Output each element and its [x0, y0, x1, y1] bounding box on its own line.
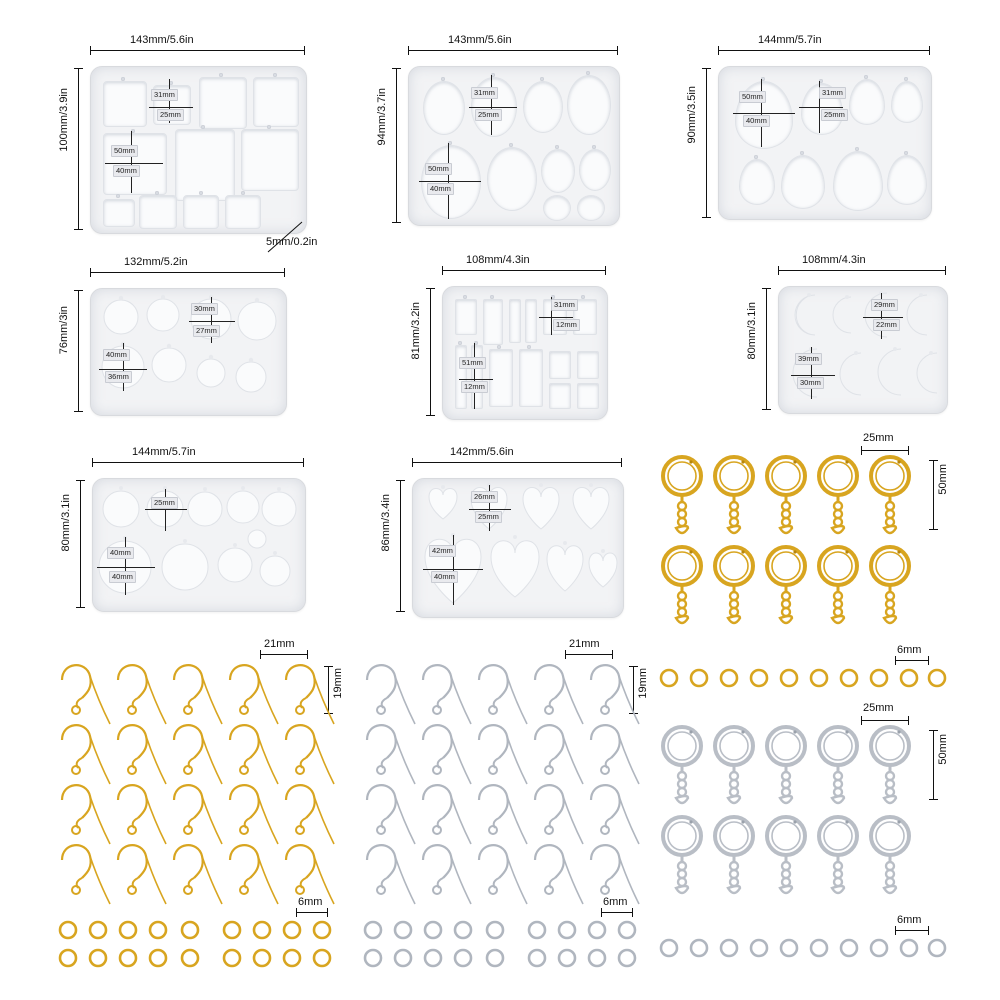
flower-pendant-mold: [58, 256, 310, 422]
cavity-label: 36mm: [105, 371, 132, 383]
silver-keyring-width-label: 25mm: [863, 702, 894, 714]
silver-hook-width-label: 21mm: [569, 638, 600, 650]
silver-keyring-height-label: 50mm: [937, 734, 949, 765]
cavity-label: 31mm: [819, 87, 846, 99]
cavity-label: 12mm: [461, 381, 488, 393]
mold-body: [442, 286, 608, 420]
cavity-label: 31mm: [551, 299, 578, 311]
cavity-label: 12mm: [553, 319, 580, 331]
cavity-label: 40mm: [427, 183, 454, 195]
cavity-label: 40mm: [103, 349, 130, 361]
silver-jump-rings-keychain: [655, 914, 945, 960]
teardrop-mold-height-label: 90mm/3.5in: [686, 86, 698, 144]
silver-hook-height-label: 19mm: [637, 668, 649, 699]
gold-keyring-height-label: 50mm: [937, 464, 949, 495]
mold-body: [90, 66, 307, 234]
gold-earring-hooks: [50, 640, 350, 930]
cavity-label: 39mm: [795, 353, 822, 365]
moon-mold-width-label: 108mm/4.3in: [802, 254, 866, 266]
cavity-label: 25mm: [821, 109, 848, 121]
width-rule: [90, 50, 305, 51]
cavity-label: 30mm: [797, 377, 824, 389]
mold-body: [718, 66, 932, 220]
cavity-label: 25mm: [475, 109, 502, 121]
cavity-label: 25mm: [475, 511, 502, 523]
cavity-label: 40mm: [113, 165, 140, 177]
flower-mold-width-label: 132mm/5.2in: [124, 256, 188, 268]
cavity-label: 25mm: [157, 109, 184, 121]
cavity-label: 27mm: [193, 325, 220, 337]
silver-earring-hooks: [355, 640, 655, 930]
gold-jump-rings-keychain: [655, 644, 945, 690]
oval-mold-width-label: 143mm/5.6in: [448, 34, 512, 46]
bar-rectangle-mold: [410, 254, 620, 428]
rect-mold-height-label: 100mm/3.9in: [58, 88, 70, 152]
gold-keychain-rings: [655, 430, 955, 630]
gold-hooks-svg: [50, 660, 350, 900]
heart-pendant-mold: [380, 446, 640, 620]
cavity-label: 31mm: [471, 87, 498, 99]
gold-keyring-svg: [655, 454, 925, 624]
teardrop-pendant-mold: [686, 34, 950, 240]
heart-mold-height-label: 86mm/3.4in: [380, 494, 392, 552]
cavity-label: 30mm: [191, 303, 218, 315]
gold-earring-jumpring-size-label: 6mm: [298, 896, 323, 908]
silver-jump-rings-earring: [355, 896, 655, 970]
mold-body: [92, 478, 306, 612]
bar-mold-height-label: 81mm/3.2in: [410, 302, 422, 360]
oval-pendant-mold: [376, 34, 640, 240]
cavity-label: 42mm: [429, 545, 456, 557]
rect-mold-thickness-label: 5mm/0.2in: [266, 236, 318, 248]
round-mold-height-label: 80mm/3.1in: [60, 494, 72, 552]
silver-earring-jumpring-size-label: 6mm: [603, 896, 628, 908]
cavity-label: 25mm: [151, 497, 178, 509]
silver-jumpring-size-label: 6mm: [897, 914, 922, 926]
mold-body: [90, 288, 287, 416]
silver-hooks-svg: [355, 660, 655, 900]
round-mold-width-label: 144mm/5.7in: [132, 446, 196, 458]
cavity-label: 40mm: [109, 571, 136, 583]
cavity-label: 31mm: [151, 89, 178, 101]
round-pendant-mold: [60, 446, 320, 620]
mold-body: [412, 478, 624, 618]
moon-pendant-mold: [746, 254, 960, 423]
moon-mold-height-label: 80mm/3.1in: [746, 302, 758, 360]
heart-mold-width-label: 142mm/5.6in: [450, 446, 514, 458]
cavity-label: 50mm: [425, 163, 452, 175]
silver-keyring-svg: [655, 724, 925, 894]
gold-keyring-width-label: 25mm: [863, 432, 894, 444]
gold-jump-rings-earring: [50, 896, 350, 970]
gold-jumpring-size-label: 6mm: [897, 644, 922, 656]
bar-mold-width-label: 108mm/4.3in: [466, 254, 530, 266]
teardrop-mold-width-label: 144mm/5.7in: [758, 34, 822, 46]
silver-keychain-rings: [655, 700, 955, 900]
rect-pendant-mold: [58, 34, 330, 248]
rect-mold-width-label: 143mm/5.6in: [130, 34, 194, 46]
cavity-label: 40mm: [431, 571, 458, 583]
cavity-label: 40mm: [107, 547, 134, 559]
cavity-label: 22mm: [873, 319, 900, 331]
mold-body: [778, 286, 948, 414]
mold-body: [408, 66, 620, 226]
cavity-label: 26mm: [471, 491, 498, 503]
cavity-label: 51mm: [459, 357, 486, 369]
cavity-label: 40mm: [743, 115, 770, 127]
cavity-label: 29mm: [871, 299, 898, 311]
gold-hook-width-label: 21mm: [264, 638, 295, 650]
flower-mold-height-label: 76mm/3in: [58, 306, 70, 355]
cavity-label: 50mm: [739, 91, 766, 103]
oval-mold-height-label: 94mm/3.7in: [376, 88, 388, 146]
gold-hook-height-label: 19mm: [332, 668, 344, 699]
height-rule: [78, 68, 79, 230]
cavity-label: 50mm: [111, 145, 138, 157]
